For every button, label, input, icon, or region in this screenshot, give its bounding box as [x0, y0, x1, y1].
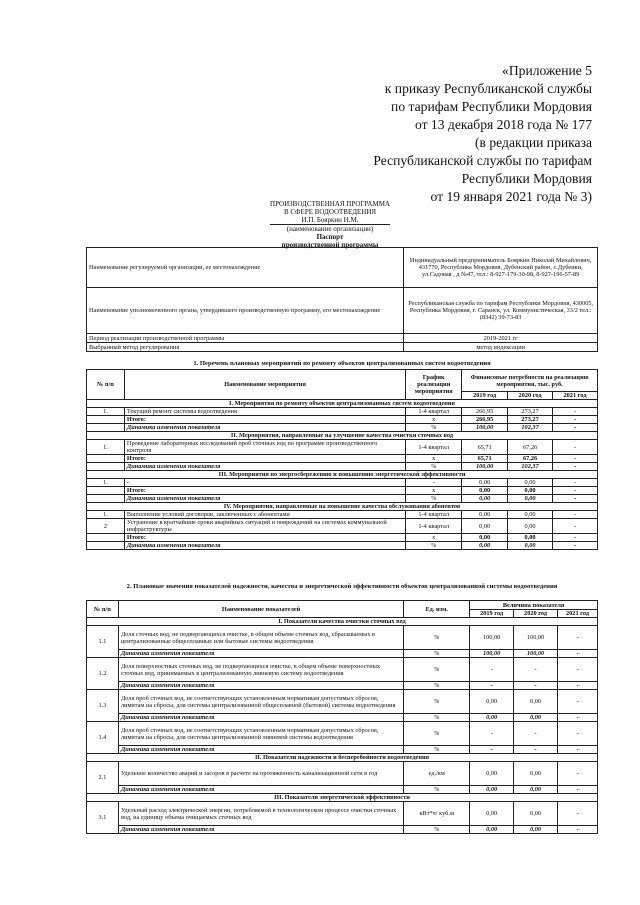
dynamics-value: - — [558, 714, 598, 722]
group-title: I. Мероприятия по ремонту объектов централизованных систем водоотведения — [87, 400, 598, 408]
measure-name: Устранение в кратчайшие сроки аварийных ситуаций и повреждений на системах коммунальной инфраструктуры — [124, 519, 405, 534]
dynamics-label: Динамика изменения показателя — [118, 826, 403, 834]
program-title: ПРОИЗВОДСТВЕННАЯ ПРОГРАММА — [270, 200, 390, 208]
dynamics-label: Динамика изменения показателя — [118, 650, 403, 658]
indicator-value: 0,00 — [514, 802, 558, 826]
finance-value: 0,00 — [508, 479, 553, 487]
measure-name: Динамика изменения показателя — [124, 542, 405, 550]
finance-value: 0,00 — [462, 495, 508, 503]
finance-value: 65,71 — [462, 455, 508, 463]
unit-cell: кВт*ч/ куб.м — [404, 802, 470, 826]
year-header: 2021 год — [558, 610, 598, 618]
finance-value: 0,00 — [462, 487, 508, 495]
schedule-cell: - — [406, 479, 462, 487]
unit-cell: % — [404, 650, 470, 658]
header-line: Республики Мордовия — [461, 171, 592, 186]
year-header: 2021 год — [553, 392, 598, 400]
passport-title: Паспорт — [316, 233, 344, 241]
dynamics-value: 0,00 — [470, 714, 514, 722]
finance-value: 0,00 — [508, 519, 553, 534]
header-line: от 13 декабря 2018 года № 177 — [414, 117, 592, 132]
unit-cell: % — [404, 714, 470, 722]
finance-value: 273,27 — [508, 408, 553, 416]
year-header: 2019 год — [470, 610, 514, 618]
indicator-value: - — [558, 762, 598, 786]
measure-name: Итого: — [124, 534, 405, 542]
dynamics-label: Динамика изменения показателя — [118, 786, 403, 794]
row-number: 2.1 — [87, 762, 119, 794]
dynamics-row — [87, 682, 598, 690]
row-number — [87, 463, 125, 471]
table-row — [87, 511, 598, 519]
row-number: 1. — [87, 440, 125, 455]
indicator-value: 0,00 — [514, 690, 558, 714]
measure-name: Динамика изменения показателя — [124, 424, 405, 432]
group-header-row — [87, 471, 598, 479]
indicator-value: - — [470, 658, 514, 682]
dynamics-value: - — [514, 746, 558, 754]
table-row — [87, 534, 598, 542]
schedule-cell: х — [406, 487, 462, 495]
indicator-name: Доля проб сточных вод, не соответствующих установленным нормативам допустимых сбросов, лимитам на сбросы, для системы централизованной ливневой системы водоотведения — [118, 722, 403, 746]
measure-name: Проведение лабораторных исследований проб сточных вод по программе производственного контроля — [124, 440, 405, 455]
finance-value: 67,26 — [508, 455, 553, 463]
column-header: № п/п — [87, 601, 119, 618]
year-header: 2020 год — [508, 392, 553, 400]
unit-cell: % — [404, 658, 470, 682]
unit-cell: % — [404, 722, 470, 746]
schedule-cell: 1-4 квартал — [406, 440, 462, 455]
header-line: «Приложение 5 — [502, 63, 592, 78]
table-row — [87, 519, 598, 534]
header-line: Республиканской службы по тарифам — [373, 153, 592, 168]
dynamics-row — [87, 650, 598, 658]
finance-value: 0,00 — [508, 495, 553, 503]
finance-value: 100,00 — [462, 424, 508, 432]
dynamics-label: Динамика изменения показателя — [118, 714, 403, 722]
table-row — [87, 487, 598, 495]
finance-value: 266,95 — [462, 408, 508, 416]
finance-value: 0,00 — [462, 534, 508, 542]
indicator-value: 0,00 — [470, 762, 514, 786]
passport-label: Наименование уполномоченного органа, утвердившего производственную программу, его местонахождение — [87, 288, 404, 334]
finance-value: 0,00 — [508, 511, 553, 519]
indicator-name: Доля проб сточных вод, не соответствующих установленным нормативам допустимых сбросов, лимитам на сбросы, для системы централизованной общесплавной (бытовой) системы водоотведения — [118, 690, 403, 714]
schedule-cell: х — [406, 455, 462, 463]
indicators-table — [86, 600, 598, 834]
unit-cell: ед./км — [404, 762, 470, 786]
dynamics-value: 0,00 — [470, 826, 514, 834]
table-row — [87, 802, 598, 826]
indicator-value: 0,00 — [470, 690, 514, 714]
row-number — [87, 495, 125, 503]
measure-name: Итого: — [124, 487, 405, 495]
finance-value: - — [553, 519, 598, 534]
table-row — [87, 495, 598, 503]
passport-table — [86, 247, 598, 352]
group-header-row — [87, 618, 598, 626]
column-header: График реализации мероприятия — [406, 370, 462, 400]
row-number: 1.4 — [87, 722, 119, 754]
finance-value: - — [553, 416, 598, 424]
indicator-name: Доля поверхностных сточных вод, не подвергающихся очистке, в общем объеме поверхностных сточных вод, принимаемых в централизованную ливневую систему водоотведения — [118, 658, 403, 682]
row-number — [87, 534, 125, 542]
indicator-value: 0,00 — [514, 762, 558, 786]
row-number: 1. — [87, 408, 125, 416]
row-number: 1. — [87, 479, 125, 487]
table-row — [87, 658, 598, 682]
row-number: 1. — [87, 511, 125, 519]
schedule-cell: 1-4 квартал — [406, 519, 462, 534]
repair-measures-table — [86, 369, 598, 550]
table-row — [87, 424, 598, 432]
dynamics-label: Динамика изменения показателя — [118, 682, 403, 690]
column-header: Финансовые потребности на реализацию мероприятия, тыс. руб. — [462, 370, 598, 392]
schedule-cell: % — [406, 463, 462, 471]
header-line: (в редакции приказа — [475, 135, 592, 150]
row-number — [87, 542, 125, 550]
table-row — [87, 479, 598, 487]
column-header: Ед. изм. — [404, 601, 470, 618]
row-number — [87, 416, 125, 424]
dynamics-value: 0,00 — [470, 786, 514, 794]
measure-name: Выполнение условий договоров, заключенных с абонентами — [124, 511, 405, 519]
passport-value: 2019-2021 гг — [404, 334, 598, 343]
finance-value: 266,95 — [462, 416, 508, 424]
dynamics-value: 100,00 — [470, 650, 514, 658]
finance-value: 100,00 — [462, 463, 508, 471]
year-header: 2019 год — [462, 392, 508, 400]
dynamics-value: 0,00 — [514, 786, 558, 794]
year-header: 2020 год — [514, 610, 558, 618]
measure-name: Динамика изменения показателя — [124, 495, 405, 503]
indicator-value: 100,00 — [470, 626, 514, 650]
finance-value: - — [553, 463, 598, 471]
dynamics-value: - — [514, 682, 558, 690]
group-header-row — [87, 794, 598, 802]
passport-value: метод индексации — [404, 343, 598, 352]
schedule-cell: х — [406, 534, 462, 542]
finance-value: - — [553, 479, 598, 487]
dynamics-value: - — [558, 682, 598, 690]
measure-name: Итого: — [124, 416, 405, 424]
dynamics-value: 0,00 — [514, 826, 558, 834]
finance-value: 273,27 — [508, 416, 553, 424]
appendix-header — [292, 62, 592, 206]
finance-value: - — [553, 495, 598, 503]
finance-value: 0,00 — [462, 542, 508, 550]
indicator-value: - — [558, 802, 598, 826]
finance-value: 102,37 — [508, 463, 553, 471]
column-header: Наименование показателей — [118, 601, 403, 618]
finance-value: - — [553, 542, 598, 550]
table-row — [87, 408, 598, 416]
group-header-row — [87, 400, 598, 408]
row-number: 3.1 — [87, 802, 119, 834]
organization-caption: (наименование организации) — [286, 225, 374, 233]
indicator-name: Удельный расход электрической энергии, потребляемой в технологическом процессе очистки сточных вод, на единицу объема очищаемых сточных вод — [118, 802, 403, 826]
dynamics-row — [87, 714, 598, 722]
header-line: по тарифам Республики Мордовия — [391, 99, 592, 114]
organization-name: И.П. Бояркин Н.М. — [270, 216, 390, 225]
table-row — [87, 463, 598, 471]
indicator-value: - — [470, 722, 514, 746]
schedule-cell: % — [406, 542, 462, 550]
indicator-value: - — [558, 690, 598, 714]
measure-name: Итого: — [124, 455, 405, 463]
table-row — [87, 722, 598, 746]
finance-value: - — [553, 408, 598, 416]
indicator-value: 100,00 — [514, 626, 558, 650]
passport-label: Выбранный метод регулирования — [87, 343, 404, 352]
finance-value: 0,00 — [508, 542, 553, 550]
group-header-row — [87, 432, 598, 440]
unit-cell: % — [404, 690, 470, 714]
table-row — [87, 690, 598, 714]
finance-value: 65,71 — [462, 440, 508, 455]
finance-value: 0,00 — [508, 487, 553, 495]
unit-cell: % — [404, 826, 470, 834]
header-line: от 19 января 2021 года № 3) — [430, 189, 592, 204]
passport-label: Период реализации производственной программы — [87, 334, 404, 343]
finance-value: - — [553, 455, 598, 463]
dynamics-value: 100,00 — [514, 650, 558, 658]
indicator-value: - — [558, 626, 598, 650]
measure-name: Динамика изменения показателя — [124, 463, 405, 471]
schedule-cell: % — [406, 495, 462, 503]
finance-value: 0,00 — [462, 519, 508, 534]
indicator-value: - — [514, 658, 558, 682]
indicator-name: Удельное количество аварий и засоров в расчете на протяженность канализационной сети в год — [118, 762, 403, 786]
row-number: 1.1 — [87, 626, 119, 658]
column-header: Наименование мероприятия — [124, 370, 405, 400]
schedule-cell: 1-4 квартал — [406, 511, 462, 519]
measure-name: - — [124, 479, 405, 487]
indicator-name: Доля сточных вод, не подвергающихся очистке, в общем объеме сточных вод, сбрасываемых в централизованные общесплавные или бытовые системы водоотведения — [118, 626, 403, 650]
table-row — [87, 416, 598, 424]
finance-value: - — [553, 424, 598, 432]
unit-cell: % — [404, 786, 470, 794]
indicator-value: - — [514, 722, 558, 746]
indicator-value: - — [558, 658, 598, 682]
passport-value: Республиканская служба по тарифам Республики Мордовия, 430005, Республика Мордовия, г. Саранск, ул. Коммунистическая, 33/2 тел.: (8342) 39-73-83 — [404, 288, 598, 334]
schedule-cell: 1-4 квартал — [406, 408, 462, 416]
dynamics-value: - — [558, 786, 598, 794]
finance-value: 0,00 — [508, 534, 553, 542]
passport-value: Индивидуальный предприниматель Бояркин Николай Михайлович, 431770, Республика Мордовия, Дубенский район, с.Дубенки, ул.Садовая , д №47, тел.: 8-927-179-30-98, 8-927-196-57-89 — [404, 248, 598, 288]
schedule-cell: х — [406, 416, 462, 424]
group-title: II. Мероприятия, направленные на улучшение качества очистки сточных вод — [87, 432, 598, 440]
row-number: 1.2 — [87, 658, 119, 690]
schedule-cell: % — [406, 424, 462, 432]
dynamics-row — [87, 826, 598, 834]
dynamics-value: - — [558, 650, 598, 658]
program-subtitle: В СФЕРЕ ВОДООТВЕДЕНИЯ — [283, 208, 377, 216]
section1-title: 1. Перечень плановых мероприятий по ремонту объектов централизованных систем водоотведения — [193, 360, 491, 367]
row-number — [87, 455, 125, 463]
group-title: I. Показатели качества очистки сточных вод — [87, 618, 598, 626]
finance-value: 102,37 — [508, 424, 553, 432]
section2-title-text: 2. Плановые значения показателей надежности, качества и энергетической эффективности объектов централизованной системы водоотведения — [126, 583, 558, 590]
group-header-row — [87, 503, 598, 511]
finance-value: 67,26 — [508, 440, 553, 455]
group-header-row — [87, 754, 598, 762]
table-row — [87, 455, 598, 463]
dynamics-value: - — [558, 746, 598, 754]
indicator-value: - — [558, 722, 598, 746]
table-row — [87, 762, 598, 786]
passport-subtitle: производственной программы — [281, 241, 379, 249]
group-title: IV. Мероприятия, направленные на повышение качества обслуживания абонентов — [87, 503, 598, 511]
indicator-value: 0,00 — [470, 802, 514, 826]
unit-cell: % — [404, 626, 470, 650]
column-header: Величина показателя — [470, 601, 598, 610]
finance-value: - — [553, 534, 598, 542]
row-number: 2 — [87, 519, 125, 534]
dynamics-row — [87, 786, 598, 794]
column-header: № п/п — [87, 370, 125, 400]
unit-cell: % — [404, 746, 470, 754]
finance-value: - — [553, 511, 598, 519]
row-number: 1.3 — [87, 690, 119, 722]
finance-value: 0,00 — [462, 511, 508, 519]
unit-cell: % — [404, 682, 470, 690]
program-title-block — [200, 200, 460, 249]
row-number — [87, 487, 125, 495]
dynamics-row — [87, 746, 598, 754]
finance-value: - — [553, 440, 598, 455]
dynamics-value: - — [470, 682, 514, 690]
header-line: к приказу Республиканской службы — [384, 81, 592, 96]
finance-value: 0,00 — [462, 479, 508, 487]
dynamics-label: Динамика изменения показателя — [118, 746, 403, 754]
section2-title — [86, 583, 598, 591]
passport-label: Наименование регулируемой организации, ее местонахождение — [87, 248, 404, 288]
group-title: III. Показатели энергетической эффективности — [87, 794, 598, 802]
table-row — [87, 440, 598, 455]
dynamics-value: - — [470, 746, 514, 754]
table-row — [87, 542, 598, 550]
dynamics-value: - — [558, 826, 598, 834]
table-row — [87, 626, 598, 650]
measure-name: Текущий ремонт системы водоотведения — [124, 408, 405, 416]
finance-value: - — [553, 487, 598, 495]
row-number — [87, 424, 125, 432]
group-title: II. Показатели надежности и бесперебойности водоотведения — [87, 754, 598, 762]
dynamics-value: 0,00 — [514, 714, 558, 722]
group-title: III. Мероприятия по энергосбережению и повышению энергетической эффективности — [87, 471, 598, 479]
